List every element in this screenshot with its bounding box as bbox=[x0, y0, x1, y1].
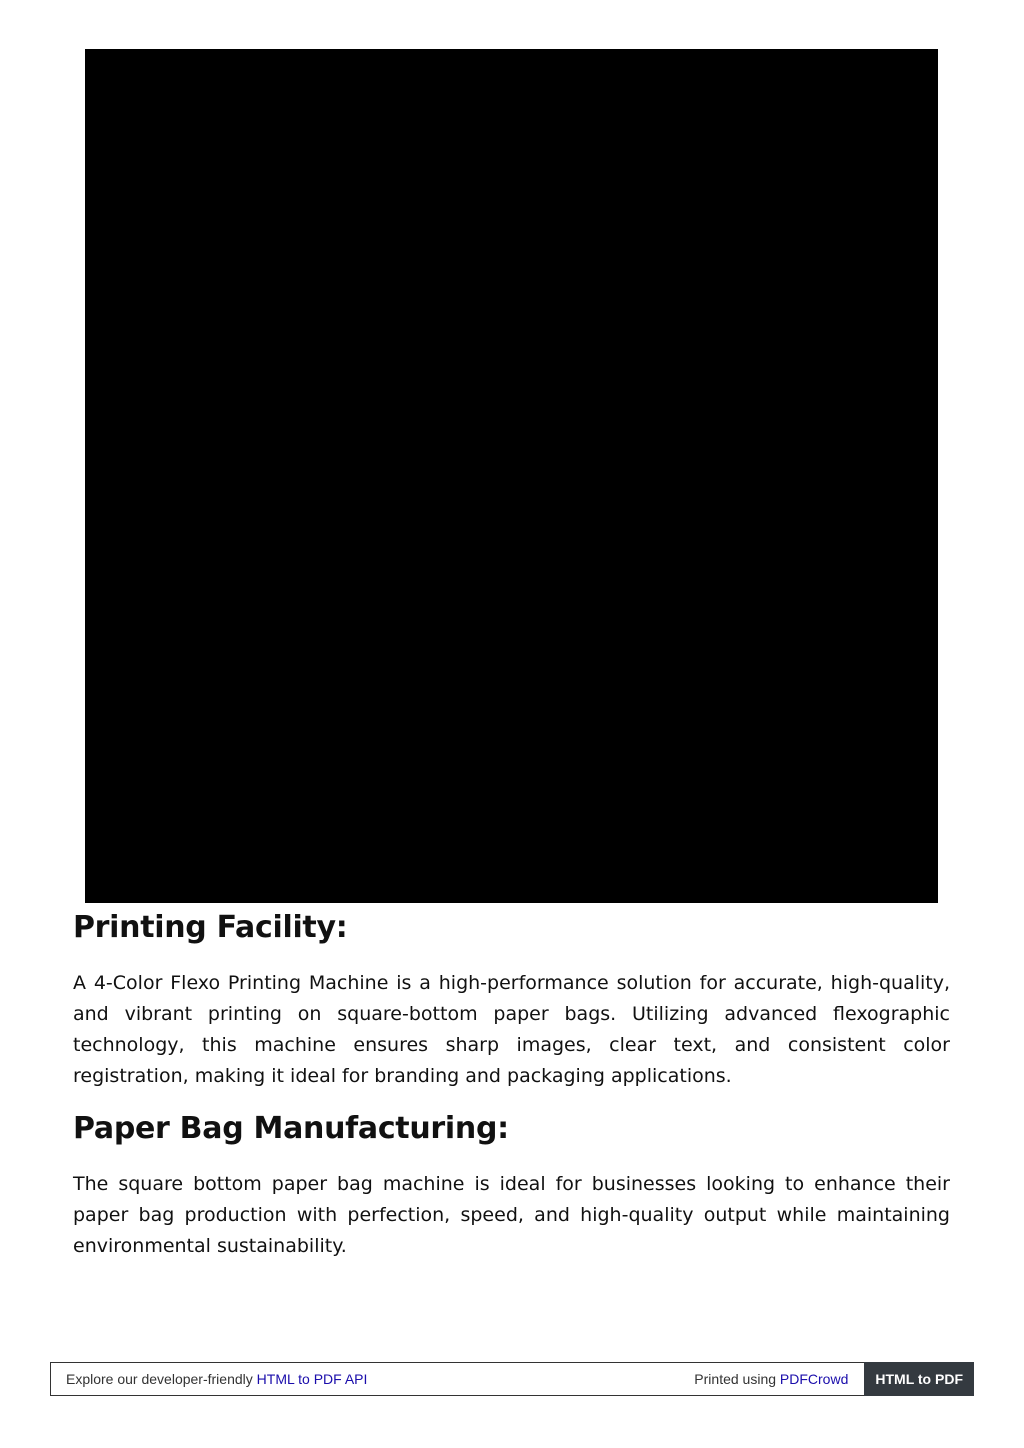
section-body-printing-facility: A 4-Color Flexo Printing Machine is a high-performance solution for accurate, high-quality, and vibrant printing on square-bottom paper bags. Utilizing advanced flexographic technology, this machine ensures sharp images, clear text, and consistent color registration, making it ideal for branding and packaging applications. bbox=[73, 972, 950, 1087]
section-heading-paper-bag-manufacturing: Paper Bag Manufacturing: bbox=[73, 1111, 509, 1146]
pdfcrowd-link[interactable]: PDFCrowd bbox=[779, 1371, 849, 1387]
section-heading-printing-facility: Printing Facility: bbox=[73, 910, 348, 945]
footer-explore bbox=[51, 1371, 694, 1387]
main-content bbox=[73, 905, 950, 1276]
footer-explore-text: Explore our developer-friendly bbox=[66, 1371, 257, 1387]
html-to-pdf-api-link[interactable]: HTML to PDF API bbox=[256, 1371, 368, 1387]
pdfcrowd-footer bbox=[50, 1362, 974, 1396]
hero-image bbox=[85, 49, 938, 903]
html-to-pdf-badge[interactable]: HTML to PDF bbox=[864, 1362, 974, 1396]
section-body-paper-bag-manufacturing: The square bottom paper bag machine is ideal for businesses looking to enhance their paper bag production with perfection, speed, and high-quality output while maintaining environmental sustainability. bbox=[73, 1173, 950, 1257]
footer-printed-text: Printed using bbox=[694, 1371, 780, 1387]
footer-printed bbox=[694, 1371, 864, 1387]
